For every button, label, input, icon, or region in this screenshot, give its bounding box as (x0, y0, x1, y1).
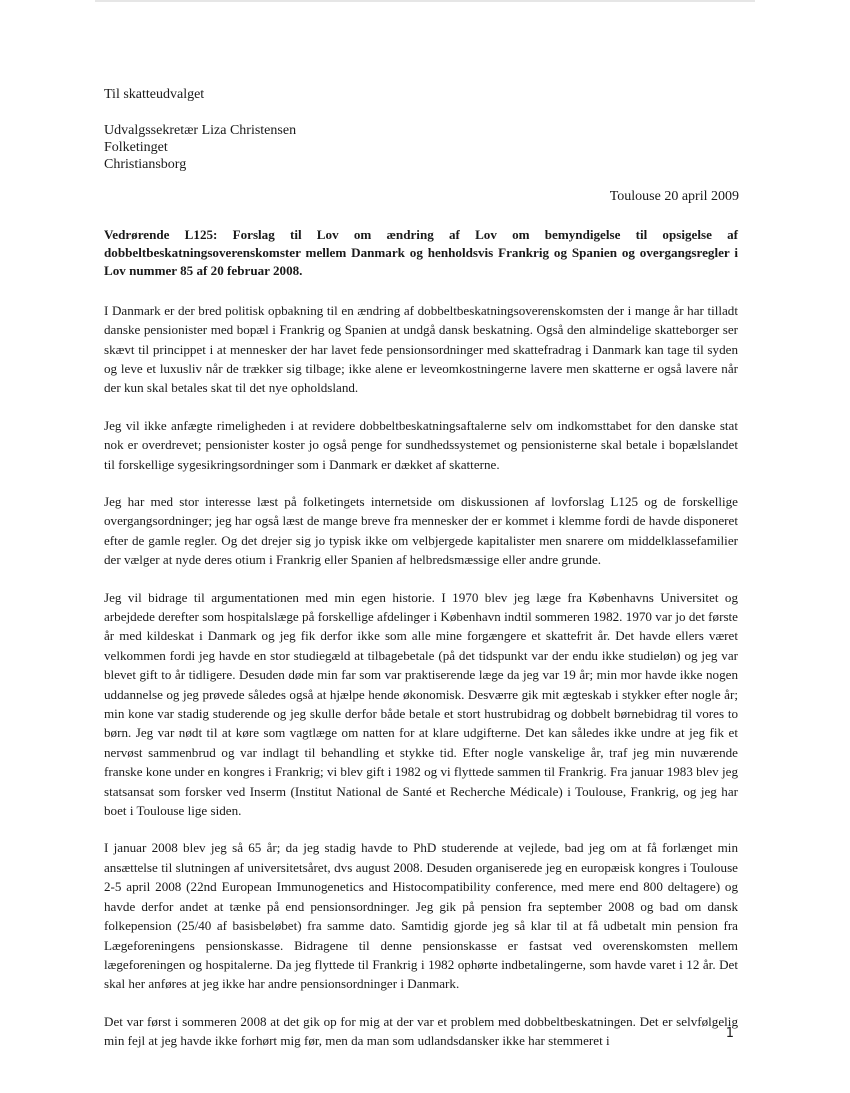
paragraph-3: Jeg har med stor interesse læst på folketingets internetside om diskussionen af lovforslag L125 og de forskellige overgangsordninger; jeg har også læst de mange breve fra mennesker der er kommet i klemme fordi de havde disponeret efter de gamle regler. Og det drejer sig jo typisk ikke om velbjergede kapitalister men snarere om middelklassefamilier der vælger at nyde deres otium i Frankrig eller Spanien af helbredsmæssige eller andre grunde. (104, 493, 738, 568)
subject-line: Vedrørende L125: Forslag til Lov om ændring af Lov om bemyndigelse til opsigelse af dobbeltbeskatningsoverenskomster mellem Danmark og henholdsvis Frankrig og Spanien og overgangsregler i Lov nummer 85 af 20 februar 2008. (104, 227, 738, 278)
paragraph-1: I Danmark er der bred politisk opbakning til en ændring af dobbeltbeskatningsoverenskomsten der i mange år har tilladt danske pensionister med bopæl i Frankrig og Spanien at undgå dansk beskatning. Også den almindelige skatteborger ser skævt til princippet i at mennesker der har lavet fede pensionsordninger med skattefradrag i Danmark kan tage til syden og leve et luxusliv når de trækker sig tilbage; ikke alene er leveomkostningerne lavere men skatterne er også lavere når der kun skal betales skat til det nye opholdsland. (104, 302, 738, 396)
recipient-to: Til skatteudvalget (104, 87, 205, 102)
paragraph-2: Jeg vil ikke anfægte rimeligheden i at revidere dobbeltbeskatningsaftalerne selv om indkomsttabet for den danske stat nok er overdrevet; pensionister koster jo også penge for sundhedssystemet og pensionisterne skal betale i bopælslandet til forskellige sygesikringsordninger som i Danmark er dækket af skatterne. (104, 417, 738, 472)
recipient-address (104, 86, 296, 173)
paragraph-5: I januar 2008 blev jeg så 65 år; da jeg stadig havde to PhD studerende at vejlede, bad jeg om at få forlænget min ansættelse til slutningen af universitetsåret, dvs august 2008. Desuden organiserede jeg en europæisk kongres i Toulouse 2-5 april 2008 (22nd European Immunogenetics and Histocompatibility conference, med mere end 800 deltagere) og havde derfor andet at tænke på end pensionsordninger. Jeg gik på pension fra september 2008 og bad om dansk folkepension (25/40 af basisbeløbet) fra samme dato. Samtidig gjorde jeg så klar til at få udbetalt min pension fra Lægeforeningens pensionskasse. Bidragene til denne pensionskasse er fastsat ved overenskomsten mellem lægeforeningen og hospitalerne. Da jeg flyttede til Frankrig i 1982 ophørte indbetalingerne, som havde varet i 12 år. Det skal her anføres at jeg ikke har andre pensionsordninger i Danmark. (104, 840, 738, 992)
recipient-place: Christiansborg (104, 157, 187, 172)
page-number: 1 (725, 1026, 734, 1041)
place-and-date: Toulouse 20 april 2009 (609, 189, 739, 204)
recipient-name: Udvalgssekretær Liza Christensen (104, 123, 297, 138)
scan-edge-line (95, 0, 755, 2)
paragraph-4: Jeg vil bidrage til argumentationen med min egen historie. I 1970 blev jeg læge fra Københavns Universitet og arbejdede derefter som hospitalslæge på forskellige afdelinger i København indtil sommeren 1982. 1970 var jo det første år med kildeskat i Danmark og jeg fik derfor ikke som alle mine forgængere et skattefrit år. Det havde ellers været velkommen fordi jeg havde en stor studiegæld at tilbagebetale (på det tidspunkt var der endu ikke studieløn) og jeg var blevet gift to år tidligere. Desuden døde min far som var praktiserende læge da jeg var 19 år; min mor havde ikke nogen uddannelse og jeg prøvede således også at hjælpe hende økonomisk. Desværre gik mit ægteskab i stykker efter nogle år; min kone var stadig studerende og jeg skulle derfor både betale et stort hustrubidrag og dobbelt børnebidrag til vores to børn. Jeg var nødt til at køre som vagtlæge om natten for at klare udgifterne. Det kan således ikke undre at jeg fik et nervøst sammenbrud og var indlagt til behandling et stykke tid. Efter nogle vanskelige år, traf jeg min nuværende franske kone under en kongres i Frankrig; vi blev gift i 1982 og vi flyttede sammen til Frankrig. Fra januar 1983 blev jeg statsansat som forsker ved Inserm (Institut National de Santé et Recherche Médicale) i Toulouse, Frankrig, og jeg har boet i Toulouse lige siden. (104, 589, 738, 819)
recipient-org: Folketinget (104, 140, 168, 155)
letter-body (104, 226, 738, 1069)
paragraph-6: Det var først i sommeren 2008 at det gik op for mig at der var et problem med dobbeltbeskatningen. Det er selvfølgelig min fejl at jeg havde ikke forhørt mig før, men da man som udlandsdansker ikke har stemmeret i (104, 1013, 738, 1049)
